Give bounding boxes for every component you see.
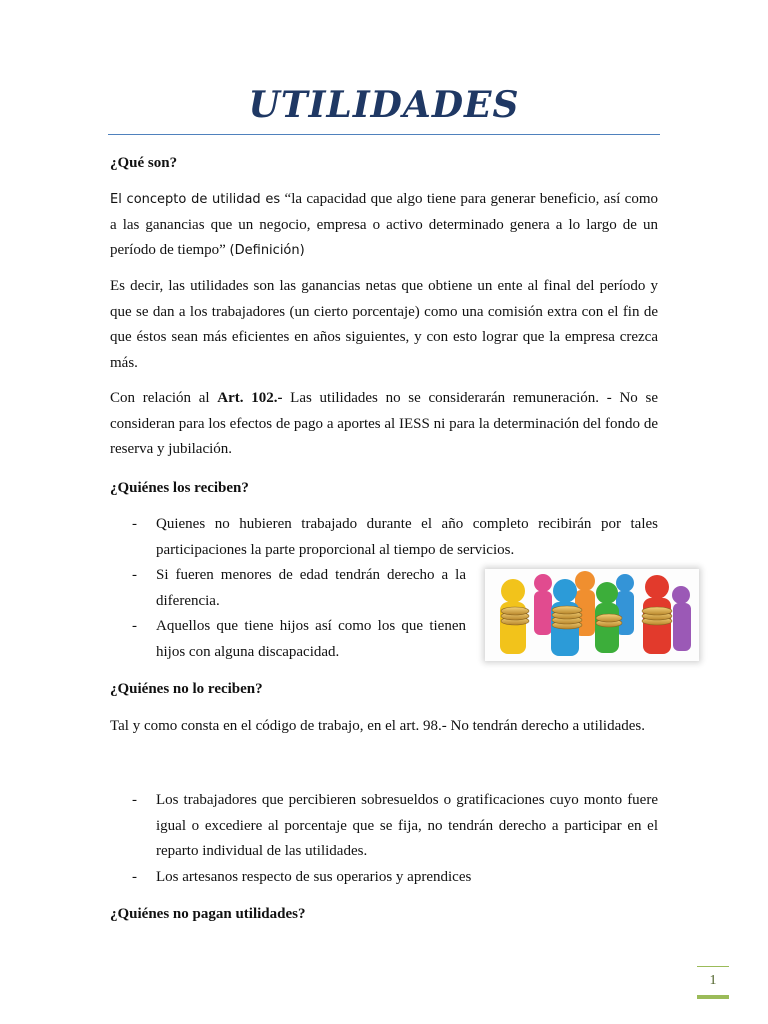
definition-quote: “la capacidad que algo tiene para generar beneficio, así como a las ganancias que un negocio, empresa o activo determinado genera a lo largo de un período de tiempo”	[110, 191, 659, 258]
list-item-text: Los artesanos respecto de sus operarios y aprendices	[156, 868, 472, 885]
list-item	[110, 614, 466, 665]
list-item-text: Quienes no hubieren trabajado durante el año completo recibirán por tales participaciones la parte proporcional al tiempo de servicios.	[156, 516, 658, 558]
page-number: 1	[697, 966, 729, 999]
list-non-recipients	[110, 788, 658, 890]
paragraph-art-98: Tal y como consta en el código de trabajo, en el art. 98.- No tendrán derecho a utilidades.	[110, 718, 646, 734]
art-102-pre: Con relación al	[110, 390, 218, 406]
bullet-dash: -	[132, 516, 137, 532]
heading-quienes-no-pagan: ¿Quiénes no pagan utilidades?	[110, 906, 306, 922]
bullet-dash: -	[132, 792, 137, 808]
list-item-text: Aquellos que tiene hijos así como los que tienen hijos con alguna discapacidad.	[156, 618, 466, 660]
title-underline	[108, 134, 660, 135]
definition-lead: El concepto de utilidad es	[110, 192, 281, 207]
list-item-text: Los trabajadores que percibieren sobresueldos o gratificaciones cuyo monto fuere igual o excediere al porcentaje que se fija, no tendrán derecho a participar en el reparto individual de las utilidades.	[156, 792, 658, 859]
bullet-dash: -	[132, 567, 137, 583]
heading-quienes-no-reciben: ¿Quiénes no lo reciben?	[110, 681, 263, 697]
list-item	[110, 512, 658, 563]
colorful-people-coins-illustration	[485, 569, 699, 661]
heading-que-son: ¿Qué son?	[110, 155, 178, 171]
paragraph-definition	[110, 187, 658, 264]
list-recipients-short	[110, 563, 466, 665]
list-item	[110, 865, 658, 891]
list-item	[110, 788, 658, 865]
art-102-body: Las utilidades no se considerarán remuneración. - No se consideran para los efectos de pago a aportes al IESS ni para la determinación del fondo de reserva y jubilación.	[110, 390, 658, 457]
heading-quienes-reciben: ¿Quiénes los reciben?	[110, 480, 249, 496]
bullet-dash: -	[132, 868, 137, 885]
list-recipients-full	[110, 512, 658, 563]
list-item-text: Si fueren menores de edad tendrán derecho a la diferencia.	[156, 567, 466, 609]
paragraph-es-decir: Es decir, las utilidades son las ganancias netas que obtiene un ente al final del período y que se dan a los trabajadores (un cierto porcentaje) como una comisión extra con el fin de que éstos sean más eficientes en años siguientes, y con esto lograr que la empresa crezca más.	[110, 278, 658, 371]
workers-with-coins-image	[485, 569, 699, 661]
bullet-dash: -	[132, 618, 137, 634]
definition-reference: (Definición)	[229, 243, 305, 258]
art-102-label: Art. 102.-	[217, 390, 283, 406]
paragraph-art-102	[110, 386, 658, 463]
page-title: UTILIDADES	[248, 84, 520, 126]
list-item	[110, 563, 466, 614]
